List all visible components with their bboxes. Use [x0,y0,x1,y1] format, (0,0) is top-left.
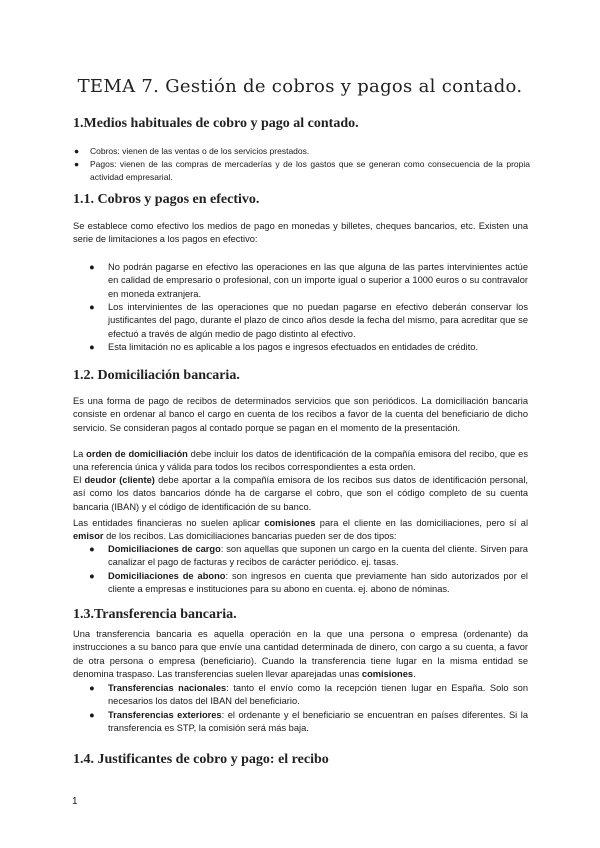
paragraph-transferencia: Una transferencia bancaria es aquella operación en la que una persona o empresa (ordenante) da instrucciones a su banco para que envíe una cantidad determinada de dinero, con cargo a su cuenta, a favor de otra persona o empresa (beneficiario). Cuando la transferencia tiene lugar en la misma entidad se denomina traspaso. Las transferencias suelen llevar aparejadas unas comisiones. [73,629,528,679]
bullet-icon: ● [89,683,95,693]
bullet-icon: ● [89,544,95,554]
list-item-justificantes: ● Los intervinientes de las operaciones que no puedan pagarse en efectivo deberán conservar los justificantes del pago, durante el plazo de cinco años desde la fecha del mismo, para acreditar que se efectuó a través de algún medio de pago distinto al efectivo. [89,302,528,339]
list-item-transferencias-exteriores: ● Transferencias exteriores: el ordenante y el beneficiario se encuentran en países diferentes. Si la transferencia es STP, la comisión será más baja. [89,710,528,734]
list-item-domiciliaciones-cargo: ● Domiciliaciones de cargo: son aquellas que suponen un cargo en la cuenta del cliente. Sirven para canalizar el pago de facturas y recibos de carácter periódico. ej. tasas. [89,544,528,568]
list-item-domiciliaciones-abono: ● Domiciliaciones de abono: son ingresos en cuenta que previamente han sido autorizados por el cliente a empresas e instituciones para su abono en cuenta. ej. abono de nóminas. [89,571,528,595]
page-title: TEMA 7. Gestión de cobros y pagos al contado. [77,76,523,97]
heading-justificantes-recibo: 1.4. Justificantes de cobro y pago: el recibo [73,752,329,767]
list-item-transferencias-nacionales: ● Transferencias nacionales: tanto el envío como la recepción tienen lugar en España. Solo son necesarios los datos del IBAN del beneficiario. [89,683,528,707]
paragraph-comisiones: Las entidades financieras no suelen aplicar comisiones para el cliente en las domiciliaciones, pero sí al emisor de los recibos. Las domiciliaciones bancarias pueden ser de dos tipos: [73,518,529,542]
bullet-icon: ● [89,342,95,352]
bullet-icon: ● [89,302,95,312]
bullet-icon: ● [89,262,95,272]
list-item-limite-efectivo: ● No podrán pagarse en efectivo las operaciones en las que alguna de las partes intervinientes actúe en calidad de empresario o profesional, con un importe igual o superior a 1000 euros o su contravalor en moneda extranjera. [89,262,528,299]
list-item-cobros: ● Cobros: vienen de las ventas o de los servicios prestados. [74,146,310,156]
bullet-icon: ● [74,146,80,156]
page-number: 1 [72,796,78,807]
paragraph-domiciliacion: Es una forma de pago de recibos de determinados servicios que son periódicos. La domiciliación bancaria consiste en ordenar al banco el cargo en cuenta de los recibos a favor de la cuenta del beneficiario de dicho servicio. Se consideran pagos al contado porque se pagan en el momento de la presentación. [73,396,528,433]
bullet-icon: ● [89,571,95,581]
heading-medios-habituales: 1.Medios habituales de cobro y pago al contado. [73,116,359,131]
heading-cobros-pagos-efectivo: 1.1. Cobros y pagos en efectivo. [73,192,260,207]
list-item-limitacion-no-aplicable: ● Esta limitación no es aplicable a los pagos e ingresos efectuados en entidades de crédito. [108,341,528,354]
heading-domiciliacion-bancaria: 1.2. Domiciliación bancaria. [73,368,240,383]
bullet-icon: ● [74,159,80,169]
paragraph-orden-domiciliacion: La orden de domiciliación debe incluir los datos de identificación de la compañía emisora del recibo, que es una referencia única y válida para todos los recibos correspondientes a esta orden. [73,449,528,473]
paragraph-deudor: El deudor (cliente) debe aportar a la compañía emisora de los recibos sus datos de identificación personal, así como los datos bancarios dónde ha de cargarse el cobro, que son el código completo de su cuenta bancaria (IBAN) y el código de identificación de su banco. [73,475,529,512]
heading-transferencia-bancaria: 1.3.Transferencia bancaria. [73,607,237,622]
bullet-icon: ● [89,710,95,720]
list-item-pagos: ● Pagos: vienen de las compras de mercaderías y de los gastos que se generan como consecuencia de la propia actividad empresarial. [74,159,530,182]
paragraph-efectivo-intro: Se establece como efectivo los medios de pago en monedas y billetes, cheques bancarios, etc. Existen una serie de limitaciones a los pagos en efectivo: [73,221,528,245]
